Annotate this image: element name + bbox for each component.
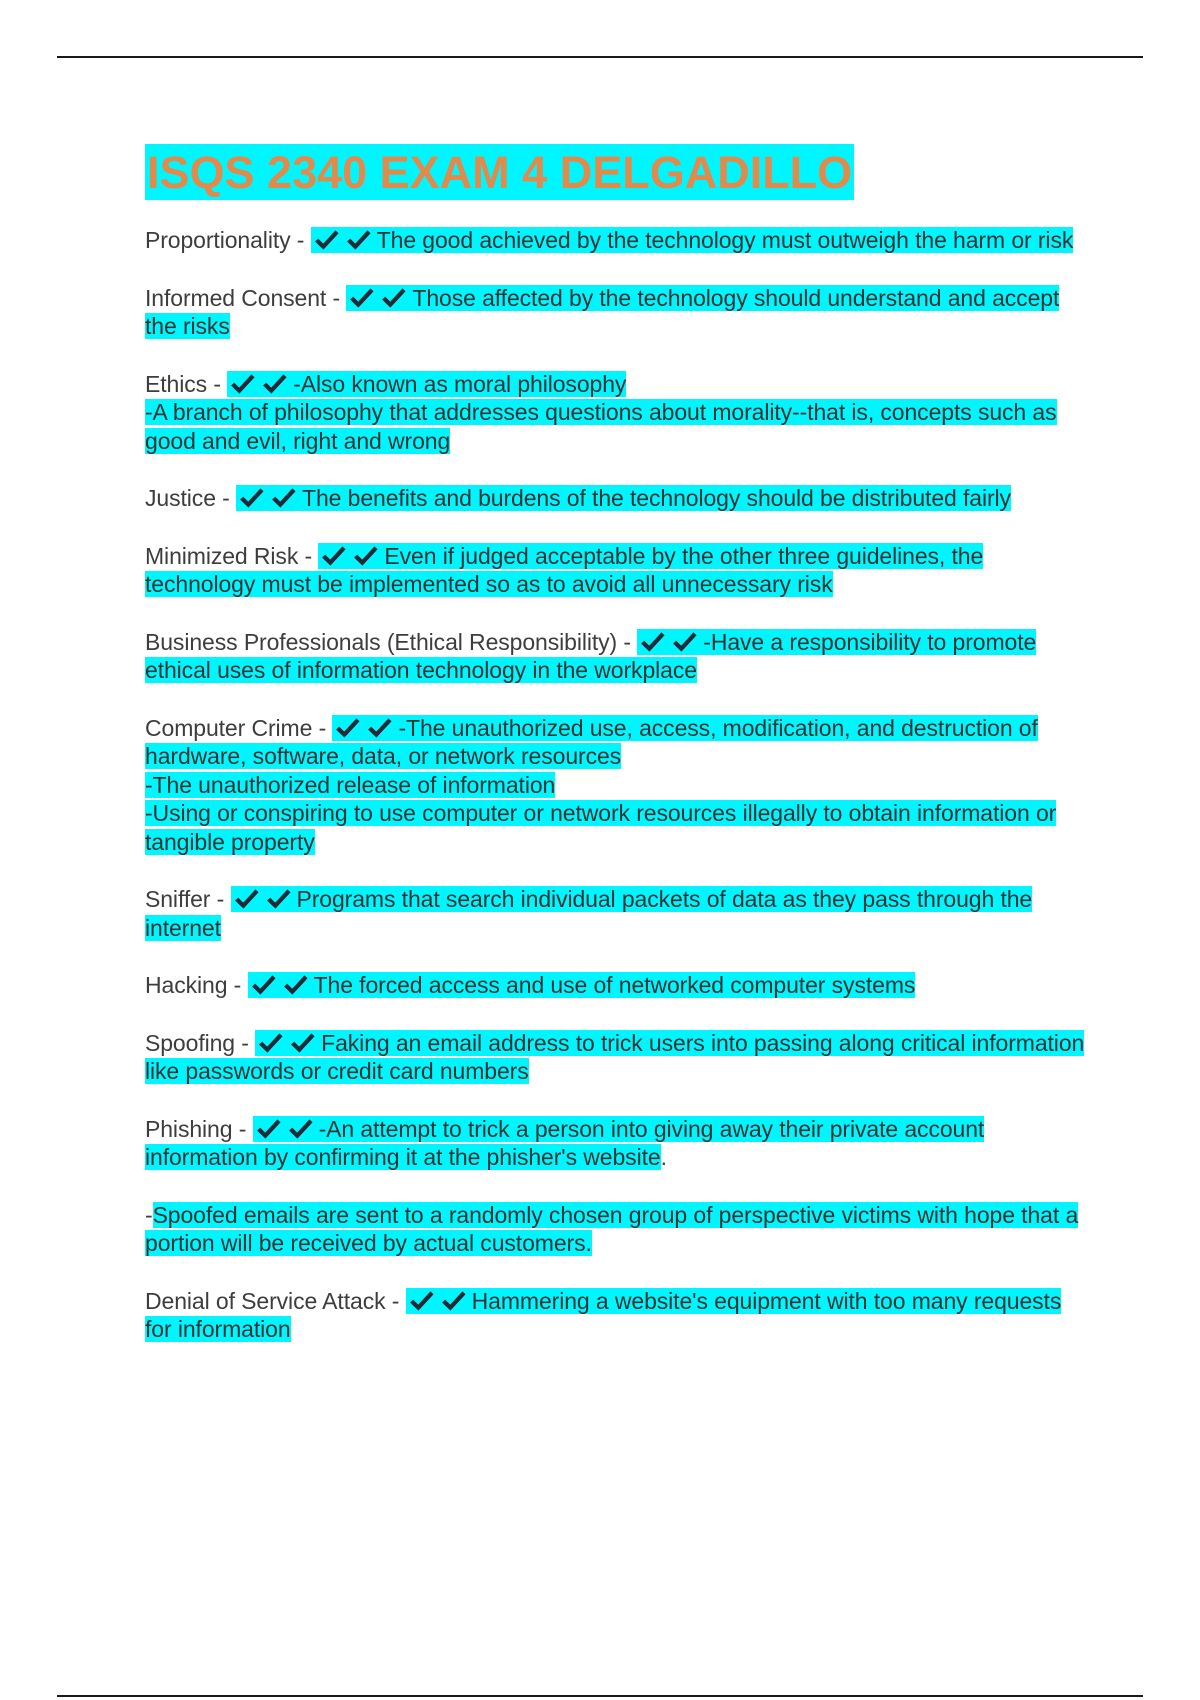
entry-definition-highlight: [311, 227, 1074, 253]
check-mark-icon: [229, 373, 256, 395]
entry-definition-highlight: [145, 1202, 1078, 1257]
check-mark-icon: [238, 487, 265, 509]
bottom-rule: [57, 1695, 1143, 1697]
entry-definition: -Also known as moral philosophy: [293, 370, 627, 397]
check-mark-icon: [250, 974, 277, 996]
flashcard-entry: [145, 1029, 1085, 1086]
flashcard-entry: [145, 1287, 1085, 1344]
entry-definition: Hammering a website's equipment with too many requests for information: [145, 1287, 1062, 1342]
check-mark-icon: [366, 717, 393, 739]
entry-definition-highlight: [145, 886, 1032, 941]
entry-term: Hacking -: [145, 972, 248, 998]
flashcard-entry: [145, 1201, 1085, 1258]
check-mark-icon: [408, 1290, 435, 1312]
check-mark-icon: [345, 229, 372, 251]
document-body: [145, 144, 1085, 1373]
entry-definition: -A branch of philosophy that addresses questions about morality--that is, concepts such as good and evil, right and wrong: [145, 399, 1057, 454]
entry-term: Minimized Risk -: [145, 542, 319, 569]
flashcard-entry: [145, 1115, 1085, 1172]
check-mark-icon: [255, 1118, 282, 1140]
entry-definition-highlight: [248, 972, 916, 998]
flashcard-entry: [145, 714, 1085, 857]
check-mark-icon: [334, 717, 361, 739]
check-mark-icon: [282, 974, 309, 996]
entry-definition: The benefits and burdens of the technology should be distributed fairly: [302, 485, 1011, 511]
check-mark-icon: [639, 631, 666, 653]
entry-definition-highlight: [145, 1030, 1084, 1085]
flashcard-entry: [145, 226, 1085, 255]
entry-definition: -Have a responsibility to promote ethical uses of information technology in the workplace: [145, 628, 1037, 683]
entry-definition-highlight: [145, 399, 1057, 454]
entry-definition: -The unauthorized release of information: [145, 771, 556, 798]
entry-definition-highlight: [236, 485, 1011, 511]
entry-trailing: .: [660, 1144, 667, 1170]
flashcard-entry: [145, 628, 1085, 685]
entry-term: Sniffer -: [145, 886, 231, 912]
entry-term: Spoofing -: [145, 1029, 256, 1056]
entry-definition-highlight: [145, 800, 1056, 855]
entry-definition: -An attempt to trick a person into giving away their private account information by confirming it at the phisher's website: [145, 1115, 985, 1170]
entry-term: Denial of Service Attack -: [145, 1287, 406, 1314]
entry-definition-highlight: [145, 772, 555, 798]
entry-definition: Even if judged acceptable by the other three guidelines, the technology must be implemented so as to avoid all unnecessary risk: [145, 542, 984, 597]
entry-definition-highlight: [145, 1116, 984, 1171]
entry-term: Justice -: [145, 485, 237, 511]
check-mark-icon: [257, 1032, 284, 1054]
check-mark-icon: [348, 287, 375, 309]
check-mark-icon: [352, 545, 379, 567]
entry-term: Business Professionals (Ethical Responsibility) -: [145, 628, 638, 655]
entry-lead: -: [145, 1201, 153, 1228]
entry-term: Phishing -: [145, 1115, 253, 1142]
entry-definition: The forced access and use of networked computer systems: [313, 972, 916, 998]
entry-definition: Those affected by the technology should understand and accept the risks: [145, 284, 1060, 339]
flashcard-entry: [145, 542, 1085, 599]
check-mark-icon: [380, 287, 407, 309]
top-rule: [57, 56, 1143, 58]
check-mark-icon: [287, 1118, 314, 1140]
check-mark-icon: [265, 888, 292, 910]
check-mark-icon: [289, 1032, 316, 1054]
entry-definition: Programs that search individual packets of data as they pass through the internet: [145, 886, 1033, 941]
entry-list: [145, 226, 1085, 1344]
flashcard-entry: [145, 885, 1085, 942]
entry-term: Proportionality -: [145, 227, 311, 253]
check-mark-icon: [233, 888, 260, 910]
entry-definition: Spoofed emails are sent to a randomly chosen group of perspective victims with hope that a portion will be received by actual customers.: [145, 1201, 1079, 1256]
flashcard-entry: [145, 284, 1085, 341]
entry-definition: The good achieved by the technology must outweigh the harm or risk: [376, 227, 1074, 253]
flashcard-entry: [145, 971, 1085, 1000]
check-mark-icon: [671, 631, 698, 653]
check-mark-icon: [320, 545, 347, 567]
check-mark-icon: [440, 1290, 467, 1312]
check-mark-icon: [313, 229, 340, 251]
entry-term: Ethics -: [145, 370, 228, 397]
flashcard-entry: [145, 484, 1085, 513]
entry-term: Computer Crime -: [145, 714, 333, 741]
entry-term: Informed Consent -: [145, 284, 347, 311]
entry-definition: -Using or conspiring to use computer or network resources illegally to obtain information or tangible property: [145, 800, 1057, 855]
entry-definition-highlight: [227, 371, 626, 397]
check-mark-icon: [261, 373, 288, 395]
check-mark-icon: [270, 487, 297, 509]
entry-definition: -The unauthorized use, access, modification, and destruction of hardware, software, data, or network resources: [145, 714, 1038, 769]
flashcard-entry: [145, 370, 1085, 456]
document-title: ISQS 2340 EXAM 4 DELGADILLO: [145, 144, 854, 200]
entry-definition: Faking an email address to trick users into passing along critical information like passwords or credit card numbers: [145, 1029, 1085, 1084]
